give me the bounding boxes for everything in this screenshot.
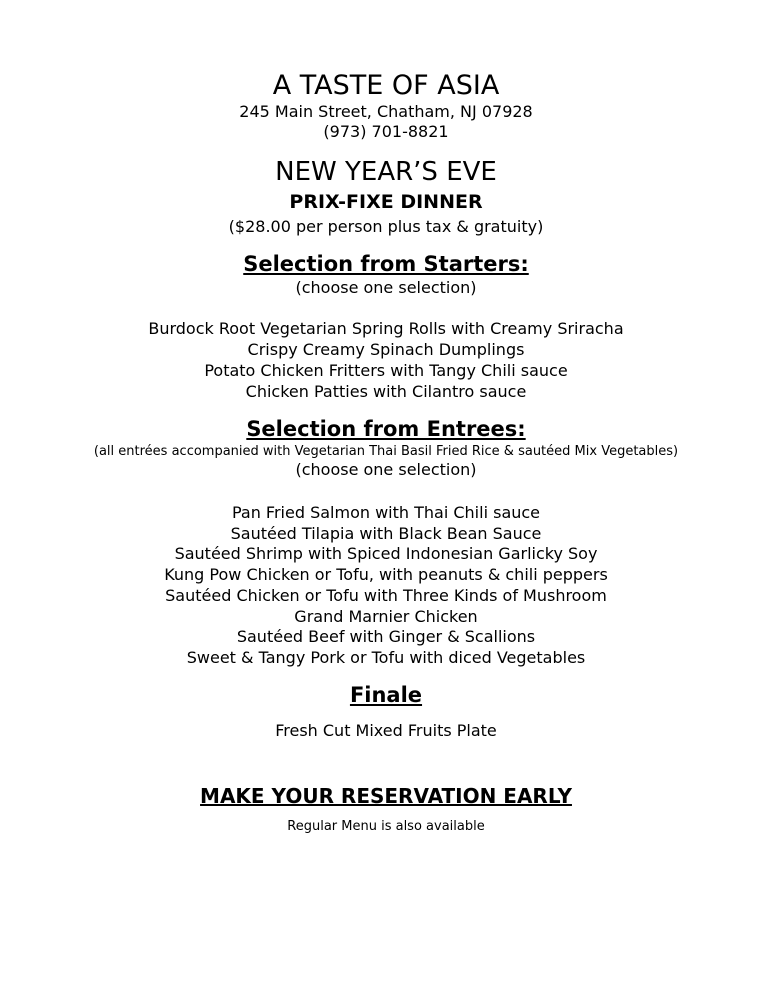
restaurant-name: A TASTE OF ASIA	[272, 70, 500, 101]
entrees-note: (choose one selection)	[295, 460, 477, 479]
entree-item: Pan Fried Salmon with Thai Chili sauce	[231, 503, 541, 522]
starter-item: Crispy Creamy Spinach Dumplings	[247, 340, 525, 359]
starter-item: Chicken Patties with Cilantro sauce	[245, 382, 527, 401]
entrees-heading: Selection from Entrees:	[246, 417, 526, 441]
entree-item: Sautéed Beef with Ginger & Scallions	[236, 627, 536, 646]
event-price: ($28.00 per person plus tax & gratuity)	[228, 217, 544, 236]
starter-item: Burdock Root Vegetarian Spring Rolls with Creamy Sriracha	[148, 319, 624, 338]
reservation-notice: MAKE YOUR RESERVATION EARLY	[200, 784, 572, 808]
entree-item: Kung Pow Chicken or Tofu, with peanuts & chili peppers	[164, 565, 608, 584]
starters-note: (choose one selection)	[295, 278, 477, 297]
entree-item: Grand Marnier Chicken	[294, 607, 478, 626]
entree-item: Sautéed Shrimp with Spiced Indonesian Garlicky Soy	[174, 544, 598, 563]
event-title: NEW YEAR’S EVE	[275, 157, 497, 187]
event-subtitle: PRIX-FIXE DINNER	[289, 191, 483, 213]
entree-item: Sweet & Tangy Pork or Tofu with diced Vegetables	[186, 648, 586, 667]
entree-item: Sautéed Tilapia with Black Bean Sauce	[230, 524, 542, 543]
restaurant-phone: (973) 701-8821	[323, 122, 449, 141]
starters-heading: Selection from Starters:	[243, 252, 529, 276]
entrees-accompaniment: (all entrées accompanied with Vegetarian Thai Basil Fried Rice & sautéed Mix Vegetables)	[93, 444, 679, 459]
restaurant-address: 245 Main Street, Chatham, NJ 07928	[239, 102, 533, 121]
finale-heading: Finale	[349, 683, 423, 707]
entree-item: Sautéed Chicken or Tofu with Three Kinds of Mushroom	[165, 586, 607, 605]
finale-item: Fresh Cut Mixed Fruits Plate	[275, 721, 497, 740]
regular-menu-note: Regular Menu is also available	[287, 819, 485, 834]
starter-item: Potato Chicken Fritters with Tangy Chili sauce	[204, 361, 568, 380]
